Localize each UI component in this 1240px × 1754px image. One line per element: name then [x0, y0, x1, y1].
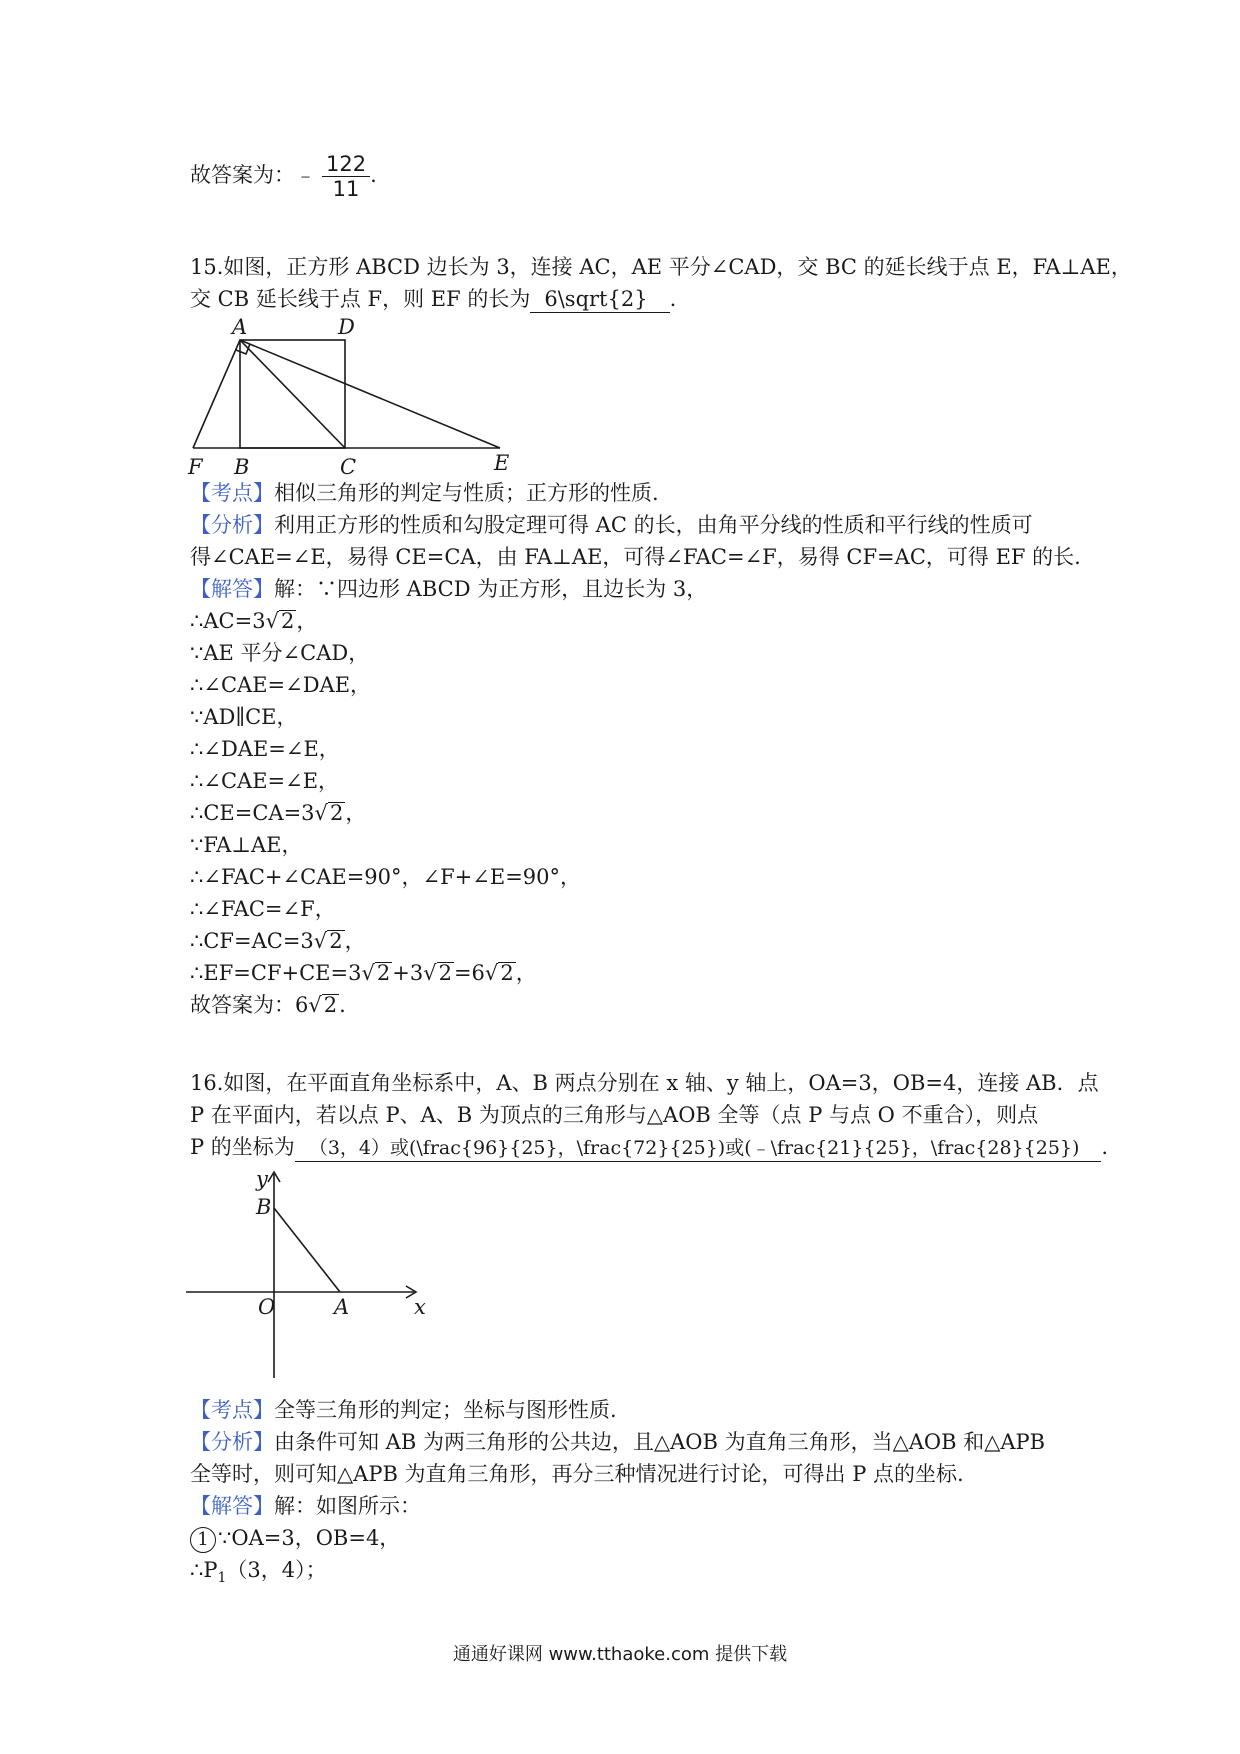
q15-step-3: ∴∠CAE=∠DAE，	[190, 673, 372, 697]
sqrt-expression: √2	[308, 993, 338, 1017]
q16-jieda	[190, 1491, 421, 1521]
sqrt-expression: √2	[484, 961, 514, 985]
q16-p1: $\therefore P_1(3$，4）；	[190, 1558, 327, 1587]
sqrt-expression: √2	[423, 961, 452, 985]
q15-step-12: ∴EF=CF+CE=3√2+3√2=6√2，	[190, 958, 537, 988]
segment-ab	[274, 1208, 340, 1292]
q16-stem-line3	[190, 1132, 1108, 1162]
kaodian-tag: 【考点】	[190, 1398, 274, 1422]
q15-step-4: ∵AD∥CE，	[190, 705, 298, 729]
q16-kaodian	[190, 1395, 617, 1425]
jieda-intro: 解：如图所示：	[274, 1494, 421, 1518]
fenxi-text: 由条件可知 AB 为两三角形的公共边，且△AOB 为直角三角形，当△AOB 和△APB	[274, 1430, 1046, 1454]
circled-number: 1	[190, 1527, 216, 1553]
kaodian-tag: 【考点】	[190, 481, 274, 505]
q16-answer-blank: （3，4）或(\frac{96}{25}，\frac{72}{25})或(﹣\frac{21}{25}，\frac{28}{25})	[295, 1135, 1102, 1162]
q15-step-9: ∴∠FAC+∠CAE=90°，∠F+∠E=90°，	[190, 865, 582, 889]
prev-answer-line	[190, 152, 377, 201]
q15-step-7: ∴CE=CA=3√2，	[190, 798, 366, 828]
jieda-intro: 解：∵四边形 ABCD 为正方形，且边长为 3，	[274, 577, 708, 601]
q15-step-10: ∴∠FAC=∠F，	[190, 897, 336, 921]
q15-step-8: ∵FA⊥AE，	[190, 833, 303, 857]
label-x: x	[414, 1295, 426, 1319]
q15-step-11: ∴CF=AC=3√2，	[190, 926, 366, 956]
sqrt-expression: √2	[313, 929, 343, 953]
sqrt-expression: √2	[265, 609, 295, 633]
label-f: F	[188, 455, 203, 479]
q15-jieda	[190, 574, 707, 604]
prev-answer-fraction	[322, 152, 370, 201]
fraction-numerator: 122	[322, 152, 370, 177]
jieda-tag: 【解答】	[190, 577, 274, 601]
label-b: B	[234, 455, 250, 479]
fenxi-text: 利用正方形的性质和勾股定理可得 AC 的长，由角平分线的性质和平行线的性质可	[274, 513, 1033, 537]
label-b: B	[256, 1195, 272, 1219]
q15-fenxi-line1	[190, 510, 1033, 540]
q15-step-2: ∵AE 平分∠CAD，	[190, 641, 370, 665]
kaodian-text: 全等三角形的判定；坐标与图形性质.	[274, 1398, 617, 1422]
prev-answer-prefix: 故答案为：	[190, 163, 295, 187]
q16-figure	[186, 1168, 446, 1388]
q15-step-5: ∴∠DAE=∠E，	[190, 737, 340, 761]
q15-step-1: ∴AC=3√2，	[190, 606, 317, 636]
label-e: E	[494, 451, 510, 475]
q15-step-6: ∴∠CAE=∠E，	[190, 769, 340, 793]
q15-figure	[188, 315, 530, 479]
q15-answer-blank: 6\sqrt{2}	[530, 286, 669, 313]
jieda-tag: 【解答】	[190, 1494, 274, 1518]
sqrt-expression: √2	[314, 801, 344, 825]
sqrt-expression: √2	[361, 961, 391, 985]
label-d: D	[338, 315, 355, 339]
label-o: O	[258, 1295, 276, 1319]
kaodian-text: 相似三角形的判定与性质；正方形的性质.	[274, 481, 659, 505]
prev-answer-sign: ﹣	[295, 163, 316, 187]
q15-stem-suffix: .	[669, 287, 677, 311]
fenxi-tag: 【分析】	[190, 1430, 274, 1454]
q16-stem-line1: 16.如图，在平面直角坐标系中，A、B 两点分别在 x 轴、y 轴上，OA=3，OB=4，连接 AB．点	[190, 1071, 1099, 1095]
fraction-denominator: 11	[332, 177, 360, 201]
q15-kaodian	[190, 478, 659, 508]
q16-stem-suffix: .	[1101, 1135, 1109, 1159]
q15-stem-line2	[190, 284, 676, 314]
q15-fenxi-line2: 得∠CAE=∠E，易得 CE=CA，由 FA⊥AE，可得∠FAC=∠F，易得 CF=AC，可得 EF 的长.	[190, 545, 1081, 569]
q15-stem-line1: 15.如图，正方形 ABCD 边长为 3，连接 AC，AE 平分∠CAD，交 BC 的延长线于点 E，FA⊥AE，	[190, 255, 1132, 279]
segment-af	[193, 340, 240, 448]
q16-fenxi-line2: 全等时，则可知△APB 为直角三角形，再分三种情况进行讨论，可得出 P 点的坐标.	[190, 1462, 964, 1486]
label-y: y	[256, 1167, 268, 1191]
segment-ae	[240, 340, 500, 448]
label-a: A	[232, 315, 248, 339]
q16-case-1: 1 ∵OA=3，OB=4，	[190, 1523, 400, 1553]
page-footer: 通通好课网 www.tthaoke.com 提供下载	[452, 1644, 788, 1665]
q15-stem-prefix: 交 CB 延长线于点 F，则 EF 的长为	[190, 287, 531, 311]
q15-final-answer: 故答案为：6√2.	[190, 990, 346, 1020]
label-a: A	[334, 1295, 350, 1319]
q16-fenxi-line1	[190, 1427, 1045, 1457]
segment-ac	[240, 340, 345, 448]
q16-stem-line2: P 在平面内，若以点 P、A、B 为顶点的三角形与△AOB 全等（点 P 与点 O 不重合），则点	[190, 1103, 1039, 1127]
subscript: 1	[217, 1570, 227, 1587]
fenxi-tag: 【分析】	[190, 513, 274, 537]
prev-answer-suffix: .	[370, 163, 377, 187]
q16-stem-prefix: P 的坐标为	[190, 1135, 295, 1159]
label-c: C	[340, 455, 357, 479]
